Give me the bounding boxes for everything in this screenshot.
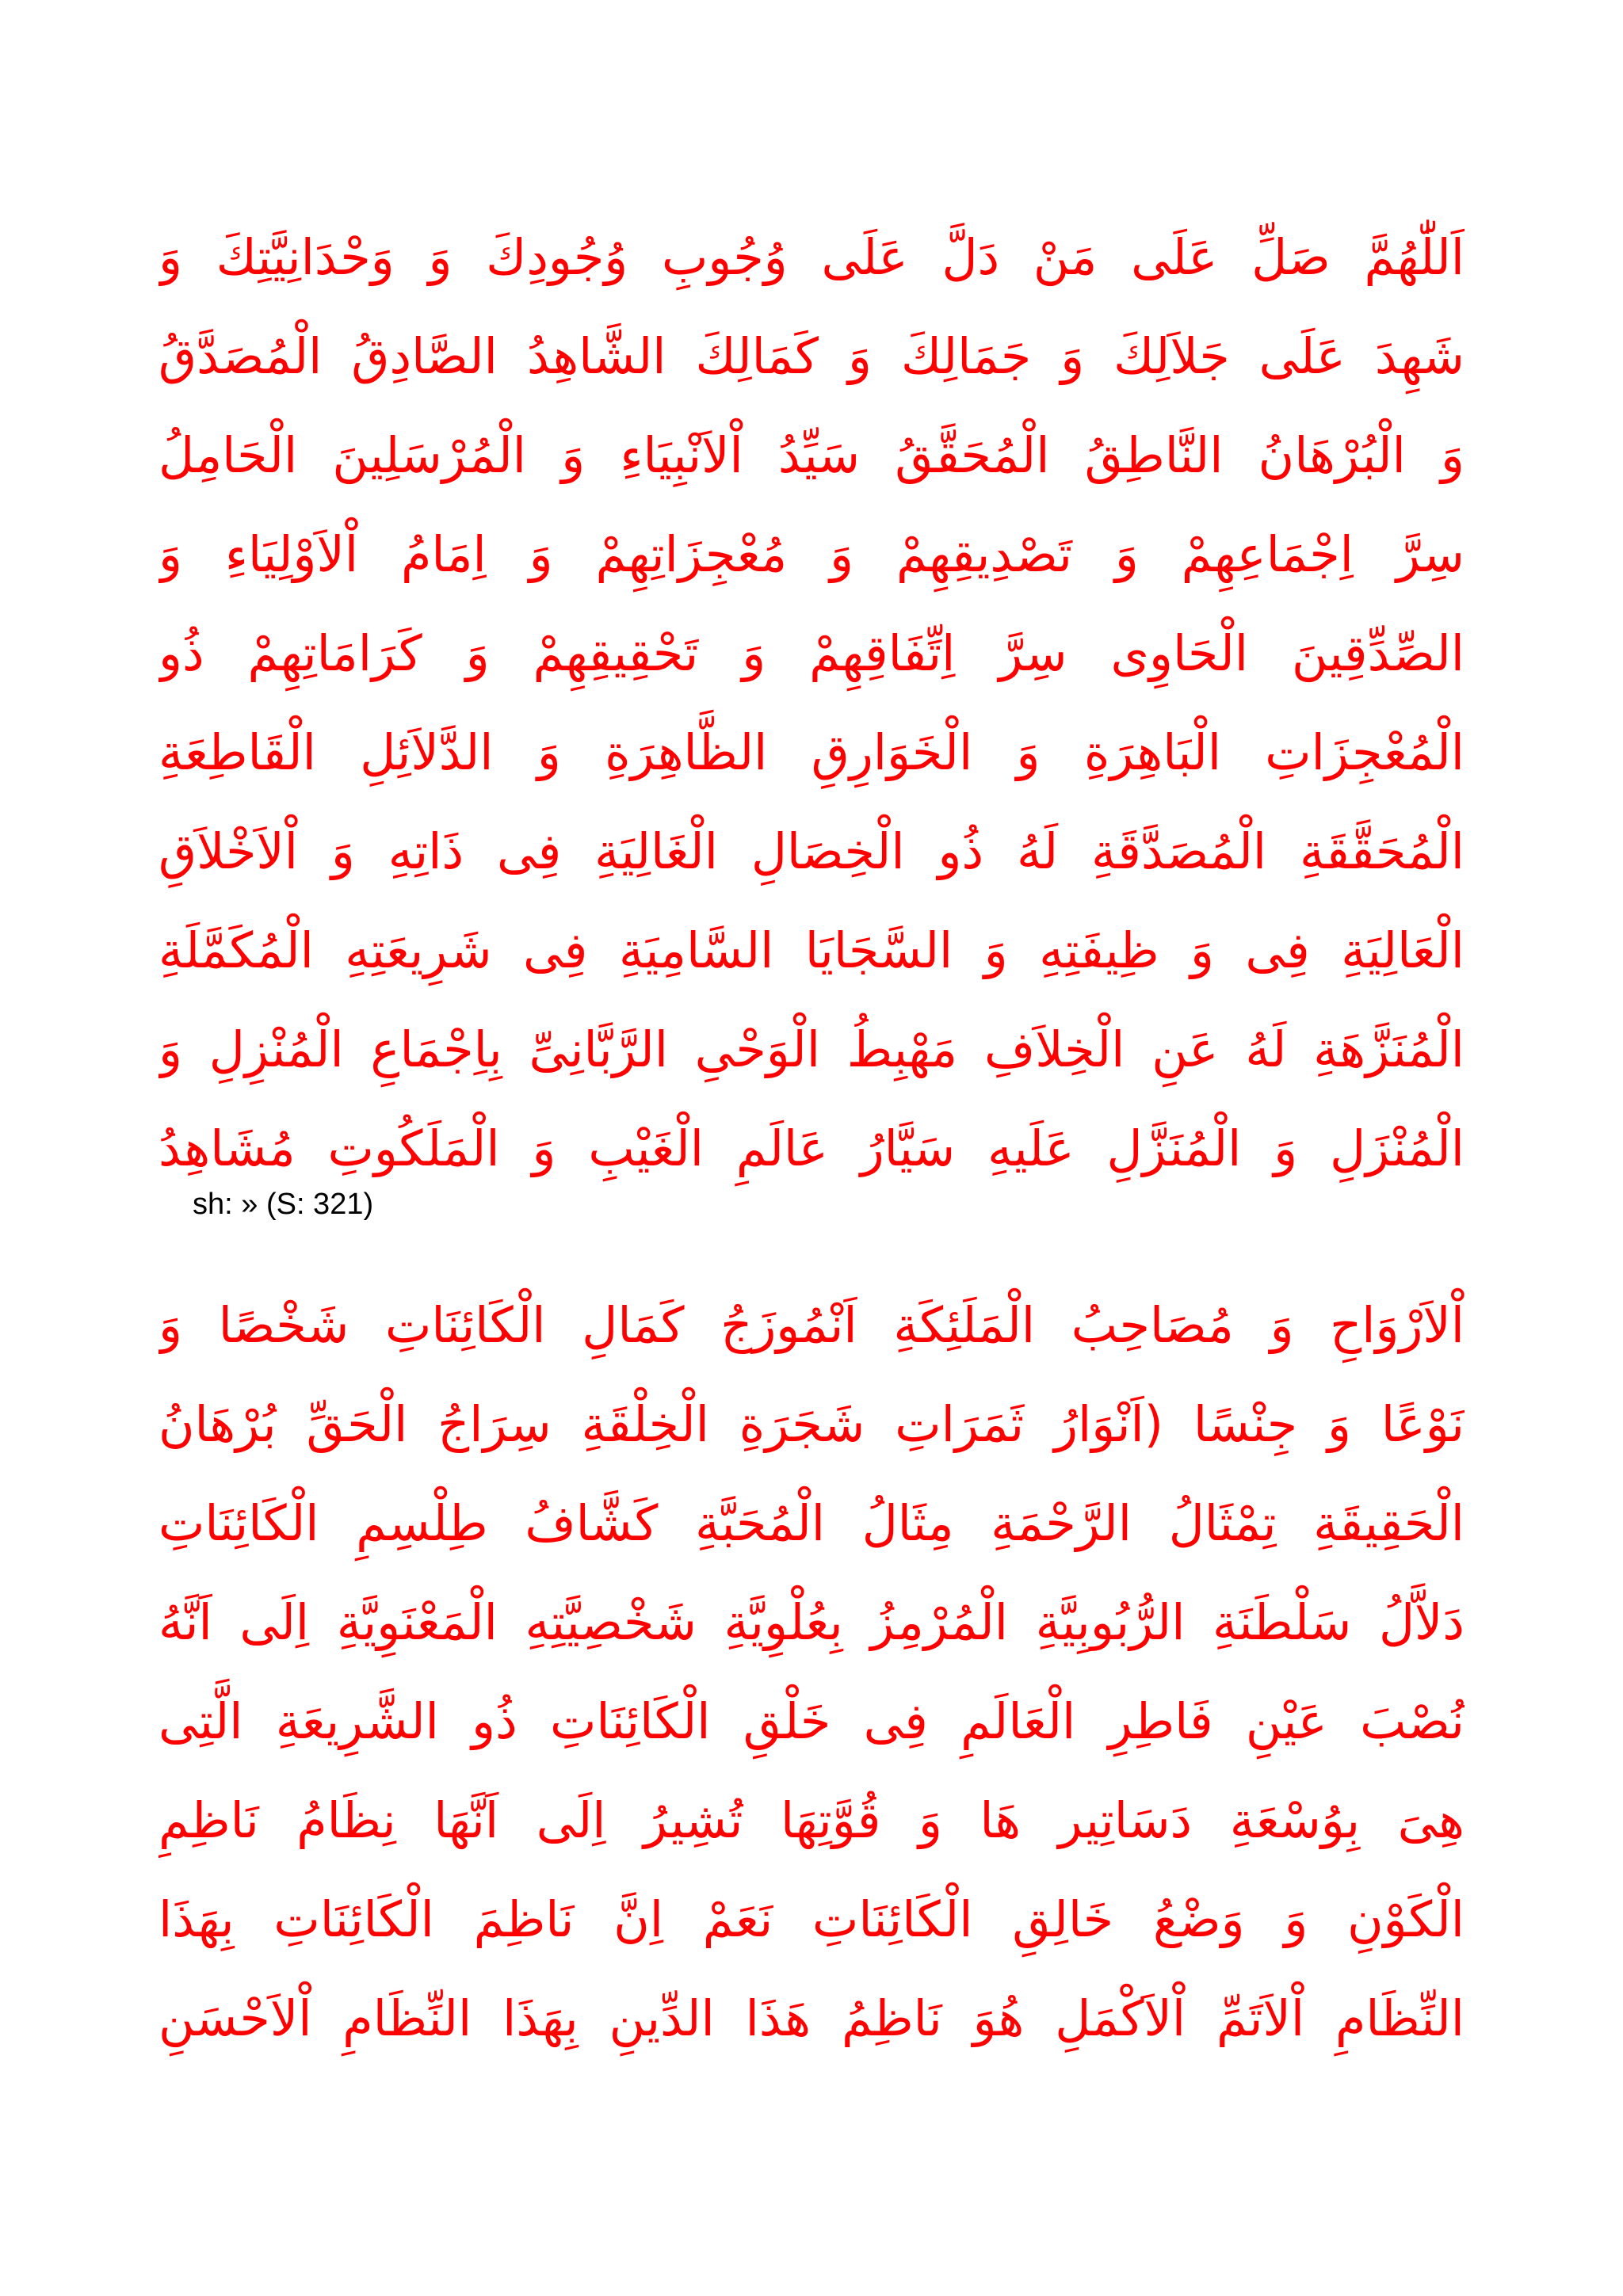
arabic-text-line: الْمُنَزَّهَةِ لَهُ عَنِ الْخِلاَفِ مَهْبِطُ الْوَحْىِ الرَّبَّانِىِّ بِاِجْمَاعِ الْمُنْزِلِ وَ [158,1020,1465,1078]
arabic-text-line: الصِّدِّقِينَ الْحَاوِى سِرَّ اِتِّفَاقِهِمْ وَ تَحْقِيقِهِمْ وَ كَرَامَاتِهِمْ ذُو [158,624,1465,682]
arabic-text-line: اَللّٰهُمَّ صَلِّ عَلَى مَنْ دَلَّ عَلَى وُجُوبِ وُجُودِكَ وَ وَحْدَانِيَّتِكَ وَ [158,228,1465,286]
page-marker: sh: » (S: 321) [193,1188,374,1221]
arabic-text-line: الْمُعْجِزَاتِ الْبَاهِرَةِ وَ الْخَوَارِقِ الظَّاهِرَةِ وَ الدَّلاَئِلِ الْقَاطِعَةِ [158,723,1465,781]
arabic-text-line: وَ الْبُرْهَانُ النَّاطِقُ الْمُحَقَّقُ سَيِّدُ اْلاَنْبِيَاءِ وَ الْمُرْسَلِينَ الْحَامِلُ [158,426,1465,484]
arabic-text-line: دَلاَّلُ سَلْطَنَةِ الرُّبُوبِيَّةِ الْمُرْمِزُ بِعُلْوِيَّةِ شَخْصِيَّتِهِ الْمَعْنَوِيَّةِ اِلَى اَنَّهُ [158,1593,1465,1651]
arabic-text-line: الْكَوْنِ وَ وَضْعُ خَالِقِ الْكَائِنَاتِ نَعَمْ اِنَّ نَاظِمَ الْكَائِنَاتِ بِهَذَا [158,1890,1465,1948]
arabic-text-line: اْلاَرْوَاحِ وَ مُصَاحِبُ الْمَلَئِكَةِ اَنْمُوزَجُ كَمَالِ الْكَائِنَاتِ شَخْصًا وَ [158,1296,1465,1354]
arabic-text-section-2 [158,1276,1465,2068]
arabic-text-line: الْمُحَقَّقَةِ الْمُصَدَّقَةِ لَهُ ذُو الْخِصَالِ الْغَالِيَةِ فِى ذَاتِهِ وَ اْلاَخْلاَقِ [158,822,1465,880]
arabic-text-line: الْمُنْزَلِ وَ الْمُنَزَّلِ عَلَيهِ سَيَّارُ عَالَمِ الْغَيْبِ وَ الْمَلَكُوتِ مُشَاهِدُ [158,1119,1465,1177]
arabic-text-line: الْعَالِيَةِ فِى وَ ظِيفَتِهِ وَ السَّجَايَا السَّامِيَةِ فِى شَرِيعَتِهِ الْمُكَمَّلَةِ [158,921,1465,979]
arabic-text-line: سِرَّ اِجْمَاعِهِمْ وَ تَصْدِيقِهِمْ وَ مُعْجِزَاتِهِمْ وَ اِمَامُ اْلاَوْلِيَاءِ وَ [158,525,1465,583]
arabic-text-line: نُصْبَ عَيْنِ فَاطِرِ الْعَالَمِ فِى خَلْقِ الْكَائِنَاتِ ذُو الشَّرِيعَةِ الَّتِى [158,1692,1465,1750]
arabic-text-section-1 [158,208,1465,1198]
arabic-text-line: نَوْعًا وَ جِنْسًا (اَنْوَارُ ثَمَرَاتِ شَجَرَةِ الْخِلْقَةِ سِرَاجُ الْحَقِّ بُرْهَانُ [158,1395,1465,1453]
arabic-text-line: النِّظَامِ اْلاَتَمِّ اْلاَكْمَلِ هُوَ نَاظِمُ هَذَا الدِّينِ بِهَذَا النِّظَامِ اْلاَحْسَنِ [158,1989,1465,2047]
arabic-text-line: هِىَ بِوُسْعَةِ دَسَاتِير هَا وَ قُوَّتِهَا تُشِيرُ اِلَى اَنَّهَا نِظَامُ نَاظِمِ [158,1791,1465,1849]
arabic-text-line: الْحَقِيقَةِ تِمْثَالُ الرَّحْمَةِ مِثَالُ الْمُحَبَّةِ كَشَّافُ طِلْسِمِ الْكَائِنَاتِ [158,1494,1465,1552]
arabic-text-line: شَهِدَ عَلَى جَلاَلِكَ وَ جَمَالِكَ وَ كَمَالِكَ الشَّاهِدُ الصَّادِقُ الْمُصَدَّقُ [158,327,1465,385]
